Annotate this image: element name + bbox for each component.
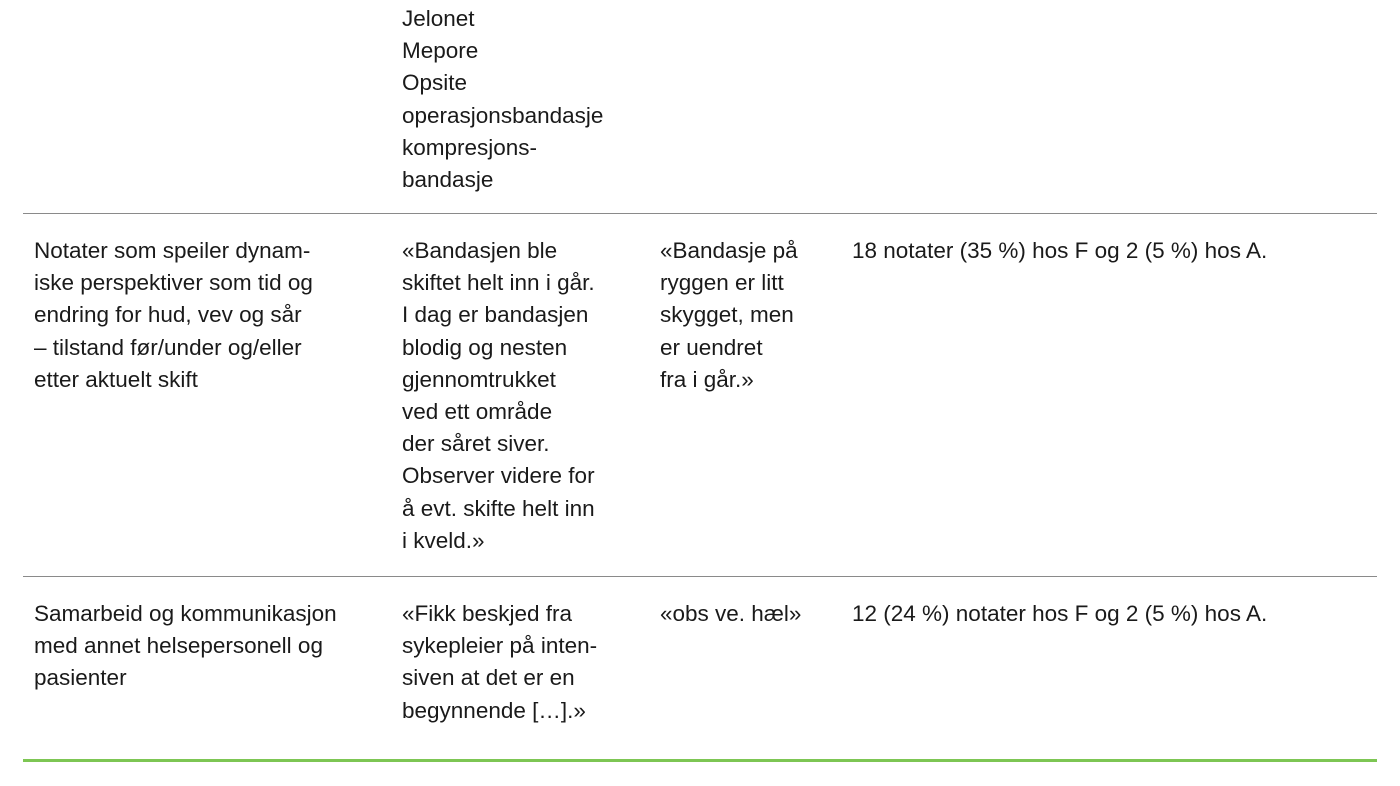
cell-line: skiftet helt inn i går. <box>402 270 595 296</box>
cell-line: der såret siver. <box>402 431 550 457</box>
cell-line: å evt. skifte helt inn <box>402 495 595 521</box>
cell-line: gjennomtrukket <box>402 366 556 392</box>
cell-line: fra i går.» <box>660 366 754 392</box>
table-row <box>23 0 1377 214</box>
cell-line: «obs ve. hæl» <box>660 601 802 626</box>
table-row <box>23 214 1377 577</box>
cell-line: Jelonet <box>402 6 475 31</box>
count-cell <box>852 235 1267 267</box>
cell-line: «Bandasjen ble <box>402 238 558 263</box>
findings-table <box>23 0 1377 762</box>
cell-line: blodig og nesten <box>402 334 568 360</box>
cell-line: etter aktuelt skift <box>34 366 198 392</box>
cell-line: skygget, men <box>660 302 794 328</box>
cell-line: sykepleier på inten- <box>402 633 598 659</box>
cell-line: med annet helsepersonell og <box>34 633 323 659</box>
cell-line: endring for hud, vev og sår <box>34 302 302 328</box>
cell-line: ryggen er litt <box>660 270 784 296</box>
cell-line: i kveld.» <box>402 527 485 553</box>
cell-line: – tilstand før/under og/eller <box>34 334 302 360</box>
cell-line: er uendret <box>660 334 763 360</box>
table-row <box>23 577 1377 762</box>
cell-line: kompresjons- <box>402 134 538 160</box>
example-a-cell <box>660 598 801 630</box>
count-cell <box>852 598 1267 630</box>
cell-line: bandasje <box>402 167 494 193</box>
example-f-cell <box>402 598 597 727</box>
cell-line: Opsite <box>402 70 468 96</box>
cell-line: «Bandasje på <box>660 238 798 263</box>
category-cell <box>34 598 337 695</box>
cell-line: «Fikk beskjed fra <box>402 601 573 626</box>
cell-line: 12 (24 %) notater hos F og 2 (5 %) hos A. <box>852 601 1268 626</box>
example-a-cell <box>660 235 798 396</box>
cell-line: Observer videre for <box>402 463 595 489</box>
cell-line: siven at det er en <box>402 665 575 691</box>
example-f-cell <box>402 3 603 196</box>
cell-line: Samarbeid og kommunikasjon <box>34 601 337 626</box>
cell-line: 18 notater (35 %) hos F og 2 (5 %) hos A. <box>852 238 1268 263</box>
cell-line: Notater som speiler dynam- <box>34 238 311 263</box>
cell-line: operasjonsbandasje <box>402 102 604 128</box>
category-cell <box>34 235 313 396</box>
cell-line: pasienter <box>34 665 127 691</box>
cell-line: iske perspektiver som tid og <box>34 270 313 296</box>
cell-line: I dag er bandasjen <box>402 302 589 328</box>
cell-line: begynnende […].» <box>402 697 586 723</box>
cell-line: ved ett område <box>402 399 553 425</box>
example-f-cell <box>402 235 595 557</box>
cell-line: Mepore <box>402 38 479 64</box>
